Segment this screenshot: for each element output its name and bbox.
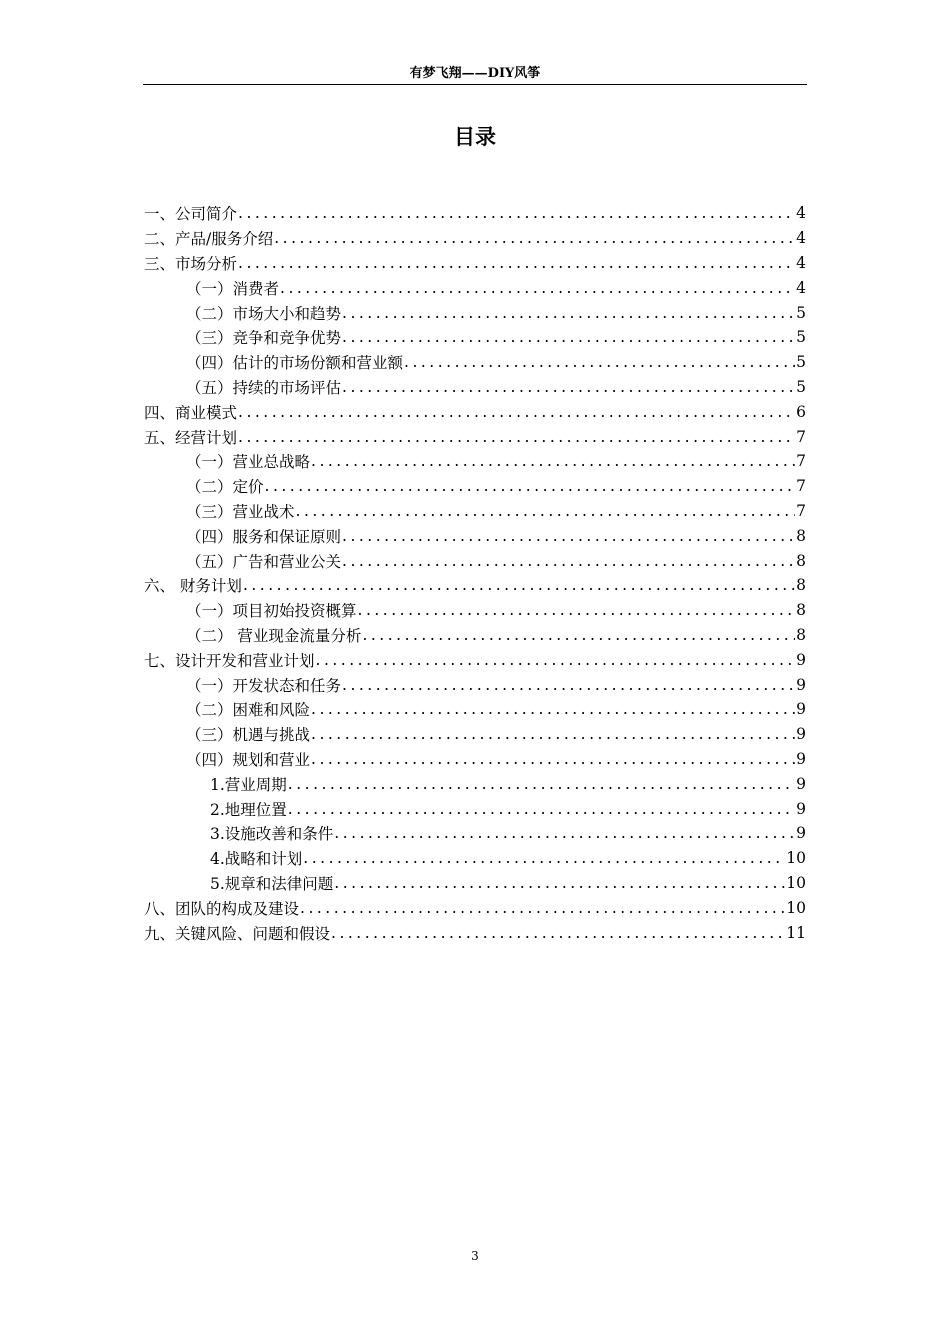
toc-entry-label: 一、公司简介 [144, 205, 238, 224]
toc-entry-page: 6 [796, 402, 806, 421]
toc-dot-leader [243, 576, 795, 594]
toc-dot-leader [358, 601, 796, 619]
toc-entry-label: 四、商业模式 [144, 403, 238, 422]
toc-dot-leader [342, 328, 795, 346]
toc-entry[interactable] [144, 647, 806, 672]
toc-entry-page: 5 [796, 303, 806, 322]
toc-entry-page: 7 [796, 427, 806, 446]
toc-entry[interactable] [144, 722, 806, 747]
toc-dot-leader [238, 428, 795, 446]
toc-entry-page: 9 [796, 650, 806, 669]
toc-dot-leader [300, 899, 785, 917]
toc-entry[interactable] [144, 672, 806, 697]
toc-entry[interactable] [144, 573, 806, 598]
toc-entry-page: 7 [796, 452, 806, 471]
toc-entry[interactable] [144, 399, 806, 424]
toc-entry-page: 10 [786, 898, 806, 917]
toc-entry-page: 9 [796, 799, 806, 818]
toc-entry[interactable] [144, 747, 806, 772]
toc-entry[interactable] [144, 300, 806, 325]
toc-entry-label: 五、经营计划 [144, 428, 238, 447]
toc-entry-label: 5.规章和法律问题 [210, 874, 334, 893]
toc-dot-leader [303, 849, 785, 867]
toc-entry-label: 六、 财务计划 [144, 577, 242, 596]
toc-entry-page: 8 [796, 526, 806, 545]
toc-entry-page: 5 [796, 328, 806, 347]
toc-entry-label: （三）营业战术 [186, 502, 295, 521]
toc-entry-page: 8 [796, 551, 806, 570]
toc-title: 目录 [454, 125, 496, 149]
toc-entry-label: （三）竞争和竞争优势 [186, 329, 342, 348]
toc-dot-leader [404, 353, 795, 371]
toc-entry-label: （二）市场大小和趋势 [186, 304, 342, 323]
toc-entry-page: 10 [786, 849, 806, 868]
toc-dot-leader [288, 775, 795, 793]
toc-dot-leader [311, 750, 795, 768]
toc-dot-leader [296, 502, 796, 520]
toc-entry-label: 八、团队的构成及建设 [144, 899, 300, 918]
toc-entry[interactable] [144, 846, 806, 871]
toc-entry-page: 11 [786, 923, 806, 942]
toc-entry[interactable] [144, 920, 806, 945]
toc-entry-label: （四）估计的市场份额和营业额 [186, 354, 404, 373]
toc-entry[interactable] [144, 771, 806, 796]
toc-entry[interactable] [144, 598, 806, 623]
toc-entry-page: 9 [796, 824, 806, 843]
toc-entry-page: 4 [796, 278, 806, 297]
toc-entry-page: 9 [796, 725, 806, 744]
toc-entry-page: 9 [796, 774, 806, 793]
toc-entry-page: 7 [796, 501, 806, 520]
toc-entry-label: 七、设计开发和营业计划 [144, 651, 315, 670]
toc-entry-label: 九、关键风险、问题和假设 [144, 924, 331, 943]
toc-entry-label: 4.战略和计划 [210, 850, 303, 869]
toc-entry-label: （五）广告和营业公关 [186, 552, 342, 571]
toc-dot-leader [331, 924, 785, 942]
toc-entry[interactable] [144, 548, 806, 573]
toc-entry-page: 9 [796, 675, 806, 694]
toc-entry[interactable] [144, 821, 806, 846]
toc-entry-label: （二）定价 [186, 478, 264, 497]
toc-entry[interactable] [144, 523, 806, 548]
toc-entry-page: 4 [796, 253, 806, 272]
toc-entry[interactable] [144, 449, 806, 474]
toc-entry-label: （四）规划和营业 [186, 750, 311, 769]
toc-entry-label: 2.地理位置 [210, 800, 287, 819]
toc-dot-leader [311, 725, 795, 743]
toc-dot-leader [342, 378, 795, 396]
toc-entry-page: 5 [796, 353, 806, 372]
toc-dot-leader [334, 824, 795, 842]
toc-dot-leader [334, 874, 785, 892]
toc-entry-page: 9 [796, 749, 806, 768]
toc-dot-leader [280, 279, 795, 297]
toc-entry-label: （二）困难和风险 [186, 701, 311, 720]
toc-entry-label: （一）项目初始投资概算 [186, 602, 357, 621]
toc-dot-leader [265, 477, 796, 495]
toc-dot-leader [311, 700, 795, 718]
toc-entry[interactable] [144, 796, 806, 821]
toc-entry-label: （三）机遇与挑战 [186, 726, 311, 745]
toc-entry-page: 10 [786, 873, 806, 892]
toc-entry-label: 1.营业周期 [210, 775, 287, 794]
toc-entry-page: 9 [796, 700, 806, 719]
toc-entry-page: 5 [796, 377, 806, 396]
toc-dot-leader [362, 626, 795, 644]
toc-entry[interactable] [144, 871, 806, 896]
toc-entry[interactable] [144, 623, 806, 648]
toc-entry-page: 4 [796, 229, 806, 248]
toc-dot-leader [238, 204, 795, 222]
toc-dot-leader [238, 254, 795, 272]
toc-entry-label: （一）开发状态和任务 [186, 676, 342, 695]
toc-dot-leader [342, 552, 795, 570]
toc-entry-label: 3.设施改善和条件 [210, 825, 334, 844]
toc-entry[interactable] [144, 474, 806, 499]
toc-entry-label: （五）持续的市场评估 [186, 378, 342, 397]
toc-dot-leader [342, 527, 795, 545]
toc-entry-page: 8 [796, 625, 806, 644]
toc-dot-leader [288, 800, 795, 818]
toc-dot-leader [342, 676, 795, 694]
toc-entry[interactable] [144, 201, 806, 226]
toc-dot-leader [238, 403, 795, 421]
toc-entry[interactable] [144, 350, 806, 375]
toc-entry[interactable] [144, 275, 806, 300]
toc-entry-label: 二、产品/服务介绍 [144, 230, 274, 249]
toc-entry-label: （一）营业总战略 [186, 453, 311, 472]
toc-dot-leader [316, 651, 796, 669]
toc-entry-page: 8 [796, 601, 806, 620]
toc-entry[interactable] [144, 697, 806, 722]
toc-entry[interactable] [144, 895, 806, 920]
toc-dot-leader [274, 229, 795, 247]
toc-entry-label: 三、市场分析 [144, 254, 238, 273]
toc-dot-leader [311, 452, 795, 470]
toc-entry[interactable] [144, 251, 806, 276]
toc-entry-label: （二） 营业现金流量分析 [186, 626, 362, 645]
toc-entry-page: 4 [796, 204, 806, 223]
toc-entry-label: （四）服务和保证原则 [186, 527, 342, 546]
toc-entry-page: 7 [796, 477, 806, 496]
table-of-contents [144, 201, 806, 945]
running-header: 有梦飞翔——DIY风筝 [409, 66, 541, 81]
page-number: 3 [471, 1249, 479, 1263]
toc-entry[interactable] [144, 499, 806, 524]
toc-entry[interactable] [144, 375, 806, 400]
toc-dot-leader [342, 304, 795, 322]
toc-entry-page: 8 [796, 576, 806, 595]
header-rule [143, 84, 807, 85]
toc-entry[interactable] [144, 325, 806, 350]
toc-entry-label: （一）消费者 [186, 279, 280, 298]
toc-entry[interactable] [144, 424, 806, 449]
toc-entry[interactable] [144, 226, 806, 251]
